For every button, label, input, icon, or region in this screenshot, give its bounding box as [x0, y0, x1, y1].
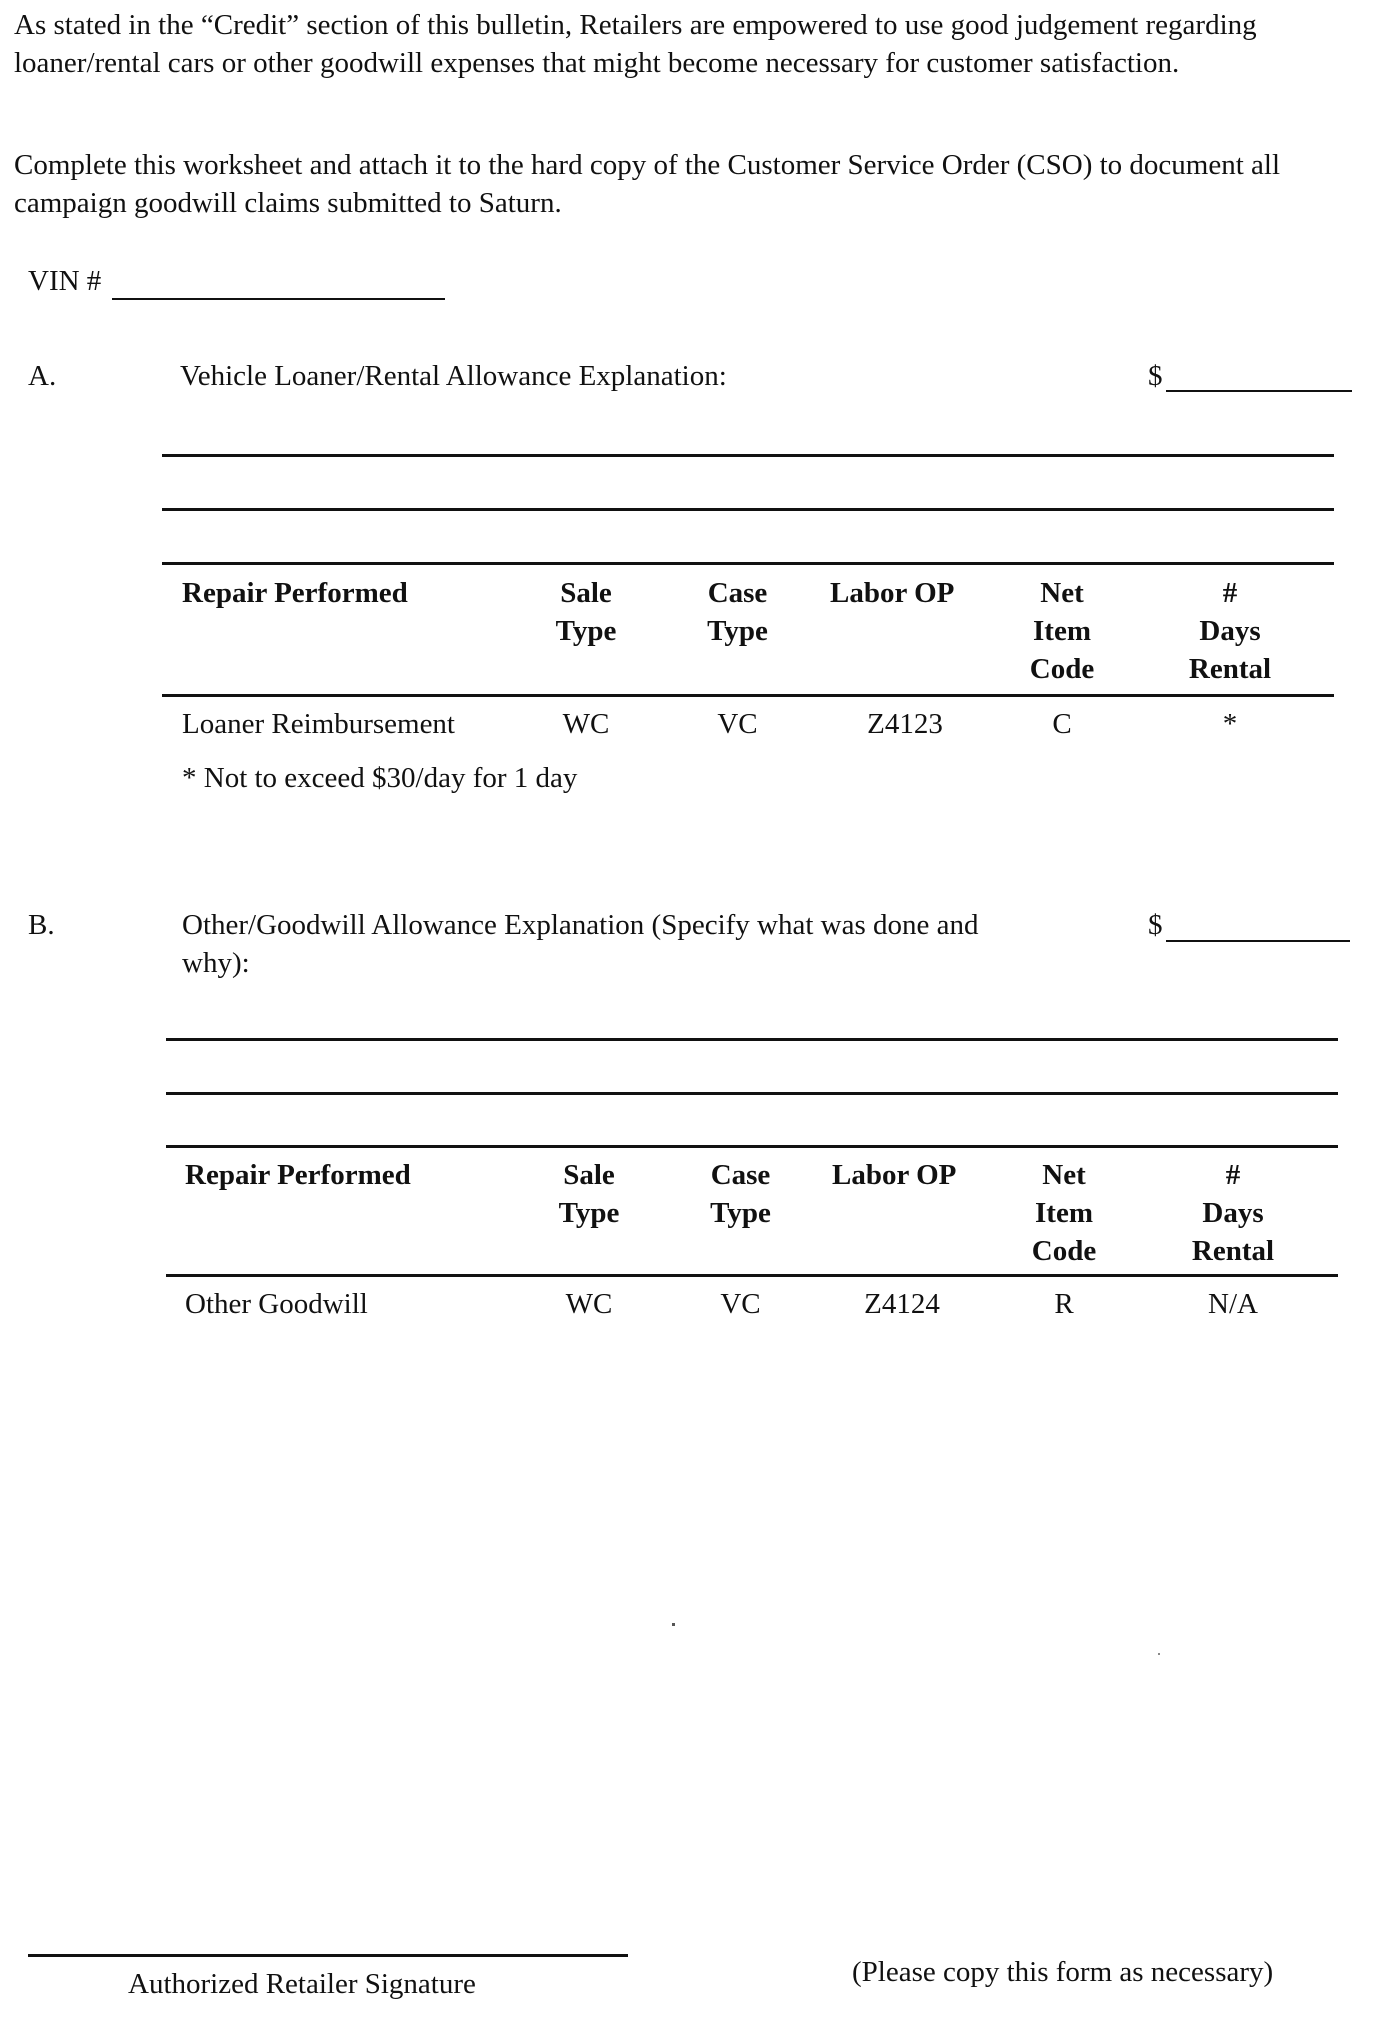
section-a-header-repair: Repair Performed [182, 577, 408, 609]
section-a-header-net: Net Item Code [1029, 577, 1095, 685]
scan-speck [672, 1623, 675, 1626]
section-a-row-labor: Z4123 [867, 708, 943, 740]
section-b-table-top-rule [166, 1145, 1338, 1148]
section-b-letter: B. [28, 909, 55, 941]
section-b-title: Other/Goodwill Allowance Explanation (Specify what was done and why): [182, 909, 979, 979]
section-a-header-sale: Sale Type [555, 577, 617, 647]
section-b-header-sale: Sale Type [558, 1159, 620, 1229]
section-a-row-days: * [1222, 708, 1238, 740]
section-a-header-bottom-rule [162, 694, 1334, 697]
section-b-row-net: R [1054, 1288, 1074, 1320]
intro-paragraph-2: Complete this worksheet and attach it to the hard copy of the Customer Service Order (CSO) to document all campaign goodwill claims submitted to Saturn. [14, 149, 1281, 219]
section-b-header-days: # Days Rental [1191, 1159, 1275, 1267]
section-b-header-bottom-rule [166, 1274, 1338, 1277]
section-b-row-repair: Other Goodwill [185, 1288, 368, 1320]
section-b-row-days: N/A [1208, 1288, 1258, 1320]
section-b-row-case: VC [720, 1288, 761, 1320]
section-a-row-net: C [1052, 708, 1072, 740]
section-a-explanation-line-2[interactable] [162, 508, 1334, 511]
signature-label: Authorized Retailer Signature [128, 1968, 476, 2000]
section-b-amount-line[interactable] [1166, 940, 1350, 942]
section-a-dollar-sign: $ [1148, 360, 1163, 392]
section-b-row-sale: WC [565, 1288, 613, 1320]
scan-speck [1158, 1653, 1160, 1655]
section-b-row-labor: Z4124 [864, 1288, 940, 1320]
section-a-header-case: Case Type [707, 577, 768, 647]
section-a-table-top-rule [162, 562, 1334, 565]
vin-field-line[interactable] [112, 298, 445, 300]
section-a-header-days: # Days Rental [1188, 577, 1272, 685]
section-a-footnote: * Not to exceed $30/day for 1 day [182, 762, 578, 794]
section-b-header-net: Net Item Code [1031, 1159, 1097, 1267]
section-a-row-sale: WC [562, 708, 610, 740]
copy-note: (Please copy this form as necessary) [852, 1956, 1274, 1988]
section-b-explanation-line-2[interactable] [166, 1092, 1338, 1095]
section-b-explanation-line-1[interactable] [166, 1038, 1338, 1041]
section-b-dollar-sign: $ [1148, 909, 1163, 941]
section-a-explanation-line-1[interactable] [162, 454, 1334, 457]
intro-paragraph-1: As stated in the “Credit” section of this bulletin, Retailers are empowered to use good judgement regarding loaner/rental cars or other goodwill expenses that might become necessary for customer satisfaction. [14, 9, 1257, 79]
section-a-row-repair: Loaner Reimbursement [182, 708, 455, 740]
section-a-header-labor: Labor OP [830, 577, 955, 609]
section-b-header-repair: Repair Performed [185, 1159, 411, 1191]
section-a-amount-line[interactable] [1166, 390, 1352, 392]
section-a-row-case: VC [717, 708, 758, 740]
section-a-letter: A. [28, 360, 57, 392]
signature-line[interactable] [28, 1954, 628, 1957]
section-a-title: Vehicle Loaner/Rental Allowance Explanation: [180, 360, 727, 392]
vin-label: VIN # [28, 265, 102, 297]
section-b-header-case: Case Type [710, 1159, 771, 1229]
section-b-header-labor: Labor OP [832, 1159, 957, 1191]
